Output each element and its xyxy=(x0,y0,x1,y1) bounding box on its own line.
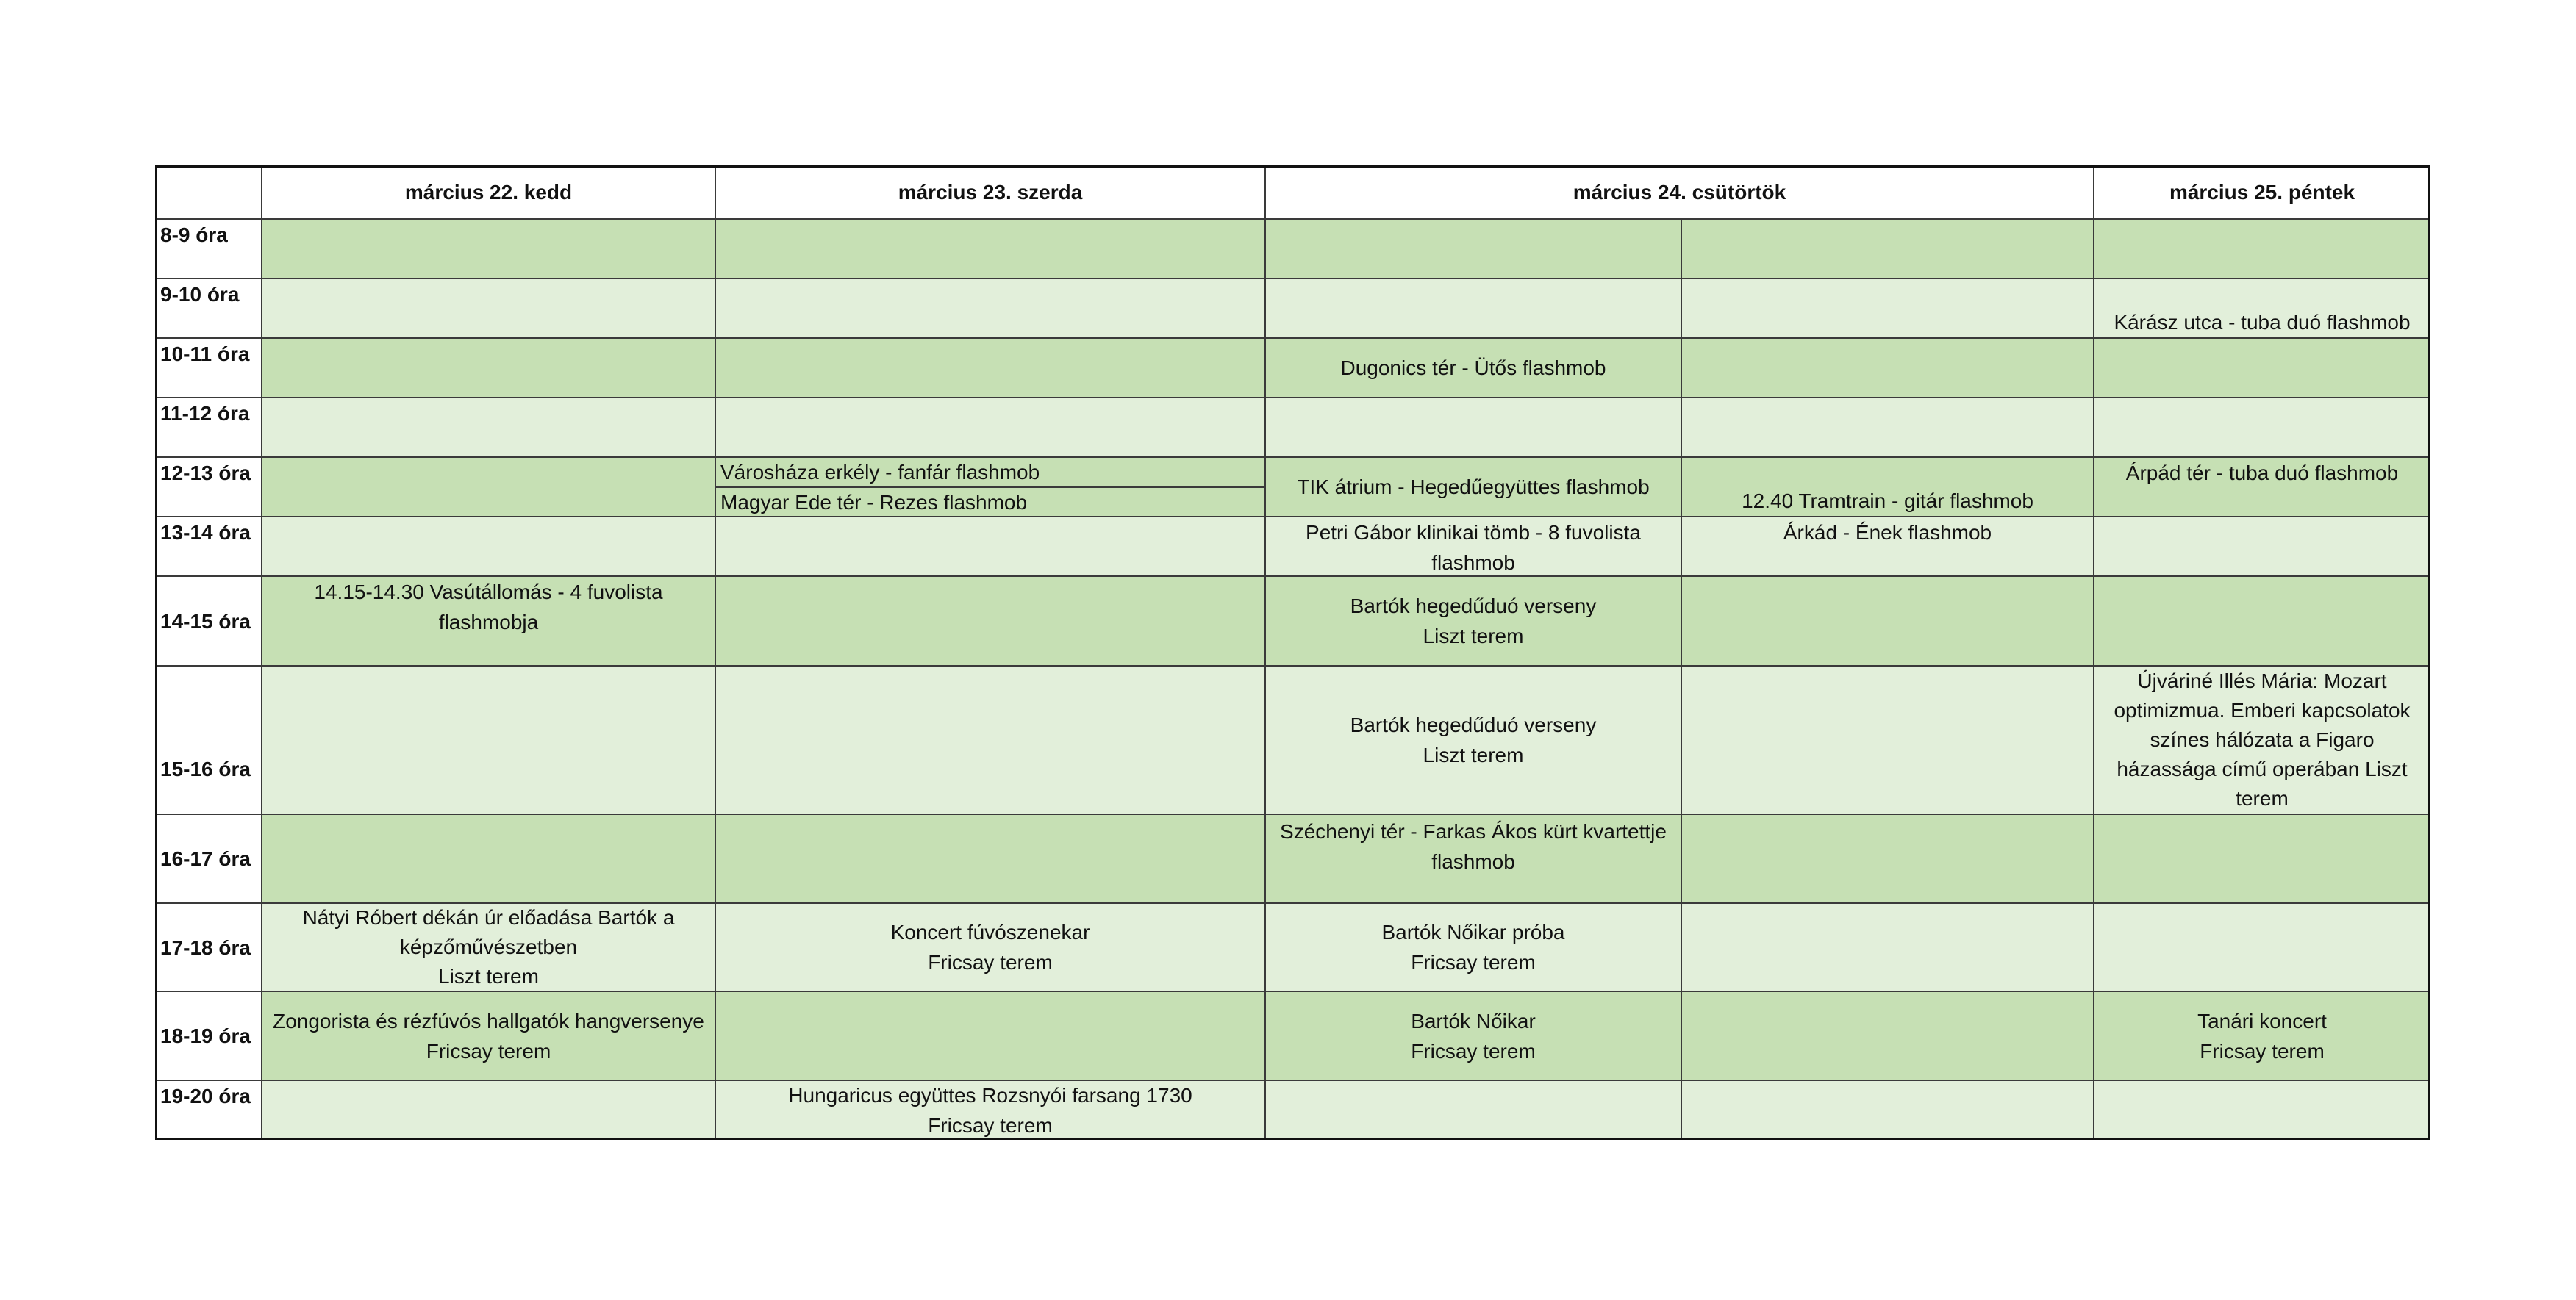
schedule-cell xyxy=(1681,814,2094,903)
schedule-cell xyxy=(715,814,1265,903)
schedule-cell xyxy=(2094,219,2430,279)
schedule-cell xyxy=(262,1080,715,1140)
event-cell: Árkád - Ének flashmob xyxy=(1681,517,2094,576)
header-day-wednesday: március 23. szerda xyxy=(715,165,1265,219)
schedule-cell xyxy=(1681,666,2094,814)
time-label: 10-11 óra xyxy=(155,338,262,398)
schedule-cell xyxy=(1681,576,2094,666)
event-cell: Bartók Nőikar próba Fricsay terem xyxy=(1265,903,1681,991)
schedule-cell xyxy=(715,576,1265,666)
schedule-cell xyxy=(2094,814,2430,903)
header-day-tuesday: március 22. kedd xyxy=(262,165,715,219)
schedule-cell xyxy=(1681,398,2094,457)
schedule-cell xyxy=(1265,1080,1681,1140)
event-cell: Árpád tér - tuba duó flashmob xyxy=(2094,457,2430,517)
time-label: 12-13 óra xyxy=(155,457,262,517)
time-label: 18-19 óra xyxy=(155,991,262,1080)
schedule-cell xyxy=(2094,398,2430,457)
schedule-cell xyxy=(2094,338,2430,398)
schedule-cell xyxy=(1681,991,2094,1080)
event-cell: Petri Gábor klinikai tömb - 8 fuvolista flashmob xyxy=(1265,517,1681,576)
time-label: 17-18 óra xyxy=(155,903,262,991)
schedule-cell xyxy=(262,219,715,279)
time-label: 9-10 óra xyxy=(155,279,262,338)
schedule-cell xyxy=(1681,1080,2094,1140)
schedule-cell xyxy=(2094,903,2430,991)
event-cell: Bartók hegedűduó verseny Liszt terem xyxy=(1265,666,1681,814)
event-cell: Városháza erkély - fanfár flashmob xyxy=(715,457,1265,487)
schedule-table xyxy=(155,165,2430,1140)
schedule-cell xyxy=(715,279,1265,338)
event-cell: Tanári koncert Fricsay terem xyxy=(2094,991,2430,1080)
schedule-cell xyxy=(1265,219,1681,279)
schedule-cell xyxy=(2094,517,2430,576)
event-cell: Zongorista és rézfúvós hallgatók hangversenye Fricsay terem xyxy=(262,991,715,1080)
event-cell: Nátyi Róbert dékán úr előadása Bartók a képzőművészetben Liszt terem xyxy=(262,903,715,991)
schedule-cell xyxy=(262,338,715,398)
schedule-cell xyxy=(715,991,1265,1080)
header-day-friday: március 25. péntek xyxy=(2094,165,2430,219)
schedule-cell xyxy=(715,398,1265,457)
schedule-cell xyxy=(715,219,1265,279)
time-label: 13-14 óra xyxy=(155,517,262,576)
event-cell: Bartók hegedűduó verseny Liszt terem xyxy=(1265,576,1681,666)
event-cell: TIK átrium - Hegedűegyüttes flashmob xyxy=(1265,457,1681,517)
event-cell: Bartók Nőikar Fricsay terem xyxy=(1265,991,1681,1080)
time-label: 19-20 óra xyxy=(155,1080,262,1140)
schedule-cell xyxy=(1265,398,1681,457)
schedule-cell xyxy=(715,338,1265,398)
time-label: 8-9 óra xyxy=(155,219,262,279)
schedule-cell xyxy=(262,457,715,517)
schedule-cell xyxy=(1681,903,2094,991)
schedule-cell xyxy=(715,517,1265,576)
schedule-cell xyxy=(262,666,715,814)
schedule-cell xyxy=(715,666,1265,814)
time-label: 11-12 óra xyxy=(155,398,262,457)
schedule-cell xyxy=(262,517,715,576)
schedule-cell xyxy=(2094,1080,2430,1140)
event-cell: Újváriné Illés Mária: Mozart optimizmua. Emberi kapcsolatok színes hálózata a Figaro házassága című operában Liszt terem xyxy=(2094,666,2430,814)
time-label: 16-17 óra xyxy=(155,814,262,903)
event-cell: Koncert fúvószenekar Fricsay terem xyxy=(715,903,1265,991)
header-day-thursday: március 24. csütörtök xyxy=(1265,165,2094,219)
event-cell: 14.15-14.30 Vasútállomás - 4 fuvolista flashmobja xyxy=(262,576,715,666)
event-cell: 12.40 Tramtrain - gitár flashmob xyxy=(1681,457,2094,517)
schedule-cell xyxy=(1681,279,2094,338)
schedule-cell xyxy=(1681,219,2094,279)
schedule-cell xyxy=(2094,576,2430,666)
header-corner xyxy=(155,165,262,219)
schedule-cell xyxy=(1265,279,1681,338)
event-cell: Dugonics tér - Ütős flashmob xyxy=(1265,338,1681,398)
event-cell: Kárász utca - tuba duó flashmob xyxy=(2094,279,2430,338)
event-cell: Hungaricus együttes Rozsnyói farsang 1730 Fricsay terem xyxy=(715,1080,1265,1140)
schedule-cell xyxy=(262,814,715,903)
time-label: 14-15 óra xyxy=(155,576,262,666)
schedule-cell xyxy=(1681,338,2094,398)
schedule-cell xyxy=(262,279,715,338)
schedule-cell xyxy=(262,398,715,457)
time-label: 15-16 óra xyxy=(155,666,262,814)
event-cell: Magyar Ede tér - Rezes flashmob xyxy=(715,487,1265,517)
event-cell: Széchenyi tér - Farkas Ákos kürt kvartettje flashmob xyxy=(1265,814,1681,903)
